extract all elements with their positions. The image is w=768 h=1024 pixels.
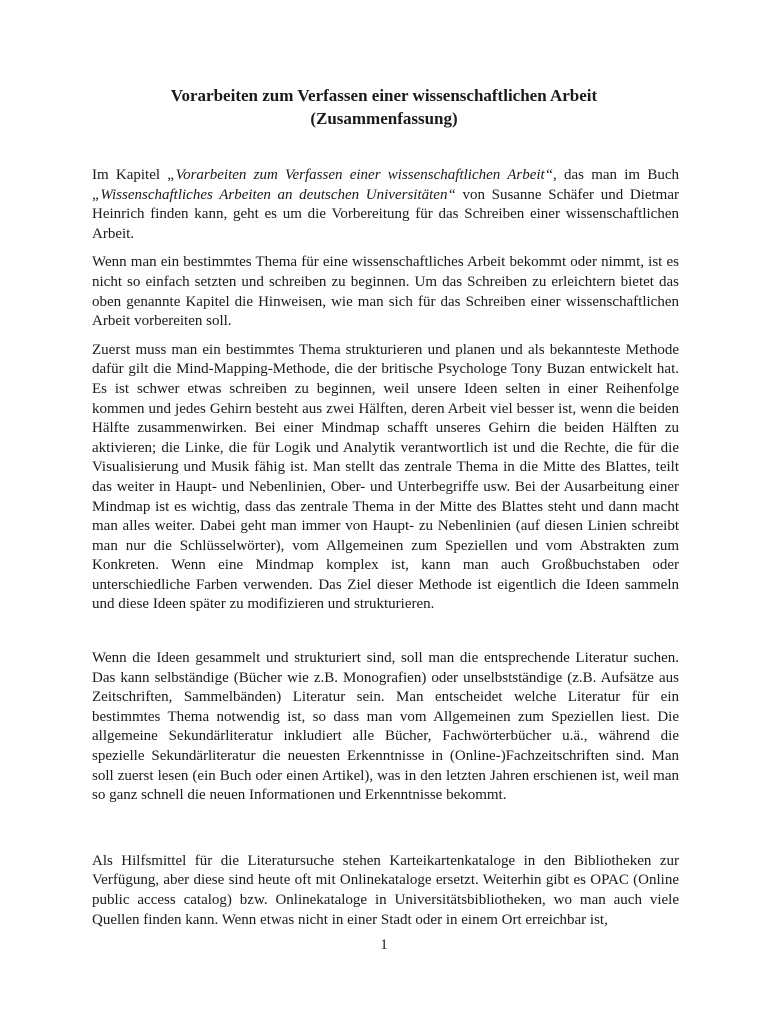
paragraph-3: Zuerst muss man ein bestimmtes Thema strukturieren und planen und als bekannteste Methode dafür gilt die Mind-Mapping-Methode, die der britische Psychologe Tony Buzan entwickelt hat. Es ist schwer etwas schreiben zu beginnen, weil unsere Ideen selten in einer Reihenfolge kommen und jedes Gehirn besteht aus zwei Hälften, deren Arbeit viel besser ist, wenn die beiden Hälfte zusammenwirken. Bei einer Mindmap schafft unseres Gehirn die beiden Hälften zu aktivieren; die Linke, die für Logik und Analytik verantwortlich ist und die Rechte, die für die Visualisierung und Musik fähig ist. Man stellt das zentrale Thema in die Mitte des Blattes, teilt das weiter in Haupt- und Nebenlinien, Ober- und Unterbegriffe usw. Bei der Ausarbeitung einer Mindmap ist es wichtig, dass das zentrale Thema in der Mitte des Blattes steht und dann macht man alles weiter. Dabei geht man immer von Haupt- zu Nebenlinien (auf diesen Linien schreibt man nur die Schlüsselwörter), vom Allgemeinen zum Speziellen und vom Abstrakten zum Konkreten. Wenn eine Mindmap komplex ist, kann man auch Großbuchstaben oder unterschiedliche Farben verwenden. Das Ziel dieser Methode ist eigentlich die Ideen sammeln und diese Ideen später zu modifizieren und strukturieren. <box>92 341 679 613</box>
paragraph-4: Wenn die Ideen gesammelt und strukturiert sind, soll man die entsprechende Literatur suchen. Das kann selbständige (Bücher wie z.B. Monografien) oder unselbstständige (z.B. Aufsätze aus Zeitschriften, Sammelbänden) Literatur sein. Man entscheidet welche Literatur für ein bestimmtes Thema notwendig ist, so dass man vom Allgemeinen zum Speziellen liest. Die allgemeine Sekundärliteratur inkludiert alle Bücher, Fachwörterbücher u.ä., während die spezielle Sekundärliteratur die neuesten Erkenntnisse in (Online-)Fachzeitschriften sind. Man soll zuerst lesen (ein Buch oder einen Artikel), was in den letzten Jahren erschienen ist, weil man so ganz schnell die neuen Informationen und Erkenntnisse bekommt. <box>92 650 679 804</box>
document-body <box>92 166 679 939</box>
paragraph-5: Als Hilfsmittel für die Literatursuche stehen Karteikartenkataloge in den Bibliotheken zur Verfügung, aber diese sind heute oft mit Onlinekataloge ersetzt. Weiterhin gibt es OPAC (Online public access catalog) bzw. Onlinekataloge in Universitätsbibliotheken, wo man auch viele Quellen finden kann. Wenn etwas nicht in einer Stadt oder in einem Ort erreichbar ist, <box>92 852 679 928</box>
page-number: 1 <box>380 937 388 953</box>
paragraph-1 <box>92 166 679 244</box>
title-line-1: Vorarbeiten zum Verfassen einer wissenschaftlichen Arbeit <box>170 86 598 105</box>
paragraph-1-text-a: Im Kapitel <box>92 167 168 183</box>
document-title <box>0 84 768 130</box>
paragraph-1-text-b: , das man im Buch <box>553 167 679 183</box>
paragraph-1-text-c: von Susanne Schäfer und Dietmar Heinrich finden kann, geht es um die Vorbereitung für das Schreiben einer wissenschaftlichen Arbeit. <box>92 186 679 242</box>
book-title-citation: „Wissenschaftliches Arbeiten an deutschen Universitäten“ <box>92 186 456 203</box>
chapter-title-citation: „Vorarbeiten zum Verfassen einer wissenschaftlichen Arbeit“ <box>167 167 554 183</box>
title-line-2: (Zusammenfassung) <box>310 109 458 128</box>
paragraph-2: Wenn man ein bestimmtes Thema für eine wissenschaftliches Arbeit bekommt oder nimmt, ist es nicht so einfach setzten und schreiben zu beginnen. Um das Schreiben zu erleichtern bietet das oben genannte Kapitel die Hinweisen, wie man sich für das Schreiben einer wissenschaftlichen Arbeit vorbereiten soll. <box>92 254 679 330</box>
